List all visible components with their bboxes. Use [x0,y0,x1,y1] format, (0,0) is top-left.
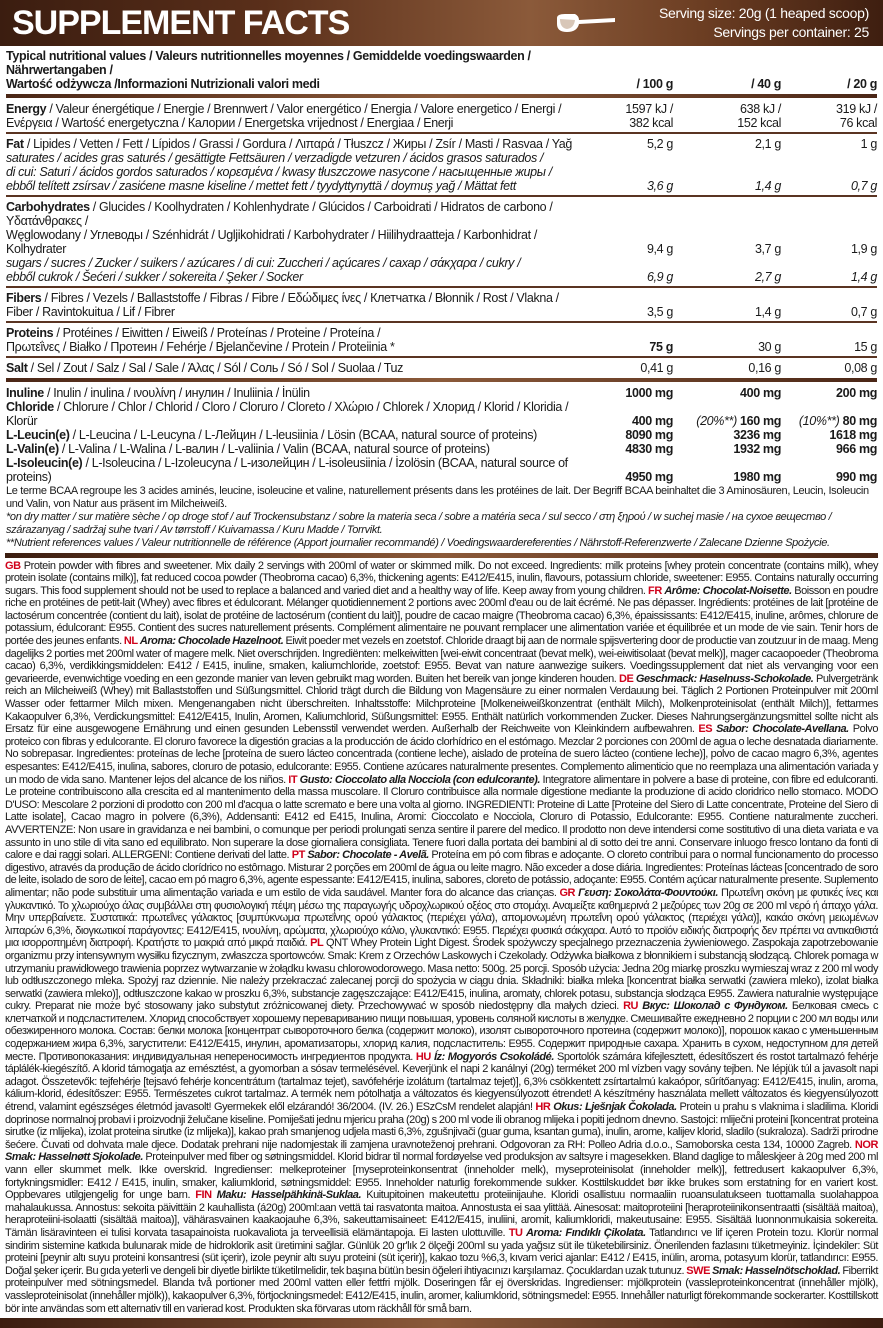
serving-info [659,4,869,42]
value: 1 g [860,137,877,151]
nutrient-translations: / Protéines / Eiwitten / Eiweiß / Proteínas / Proteine / Proteína / [53,326,381,340]
mineral-value [785,470,877,484]
value: 1980 mg [733,470,781,484]
sub-label [6,151,593,193]
value-100g [597,102,673,130]
mineral-translations: / Chlorure / Chlor / Chlorid / Cloro / Cloruro / Cloreto / Χλώριο / Chlorek / Хлорид / Klorid / Kloridia / Klorür [6,400,569,428]
nutrient-name: Salt [6,361,28,375]
mineral-value [785,414,877,428]
servings-per-container: Servings per container: 25 [713,24,869,40]
nutrient-name: Carbohydrates [6,200,90,214]
nutrient-translations-2: Πρωτεΐνες / Białko / Протеин / Fehérje / Bjelančevine / Protein / Proteiinia * [6,340,395,354]
dry-matter-note: *on dry matter / sur matière sèche / op droge stof / auf Trockensubstanz / sobre la materia seca / sobre a matéria seca / sul secco / στη ξηρού / w suchej masie / на сухое вещество / szárazanyag / sadržaj suhe tvari / Av tørrstoff / Kuivamassa / Kuru Madde / Torrvikt. [6,511,832,536]
flavor-name: Γευση: Σοκολάτα-Φουντούκι. [578,886,718,899]
mineral-label [6,442,593,456]
nutrient-name: Fat [6,137,24,151]
value-40g [677,242,781,256]
bcaa-note: Le terme BCAA regroupe les 3 acides aminés, leucine, isoleucine et valine, naturellement présents dans les protéines de lait. Der Begriff BCAA beinhaltet die 3 Aminosäuren, Leucin, Isoleucin und Valin, von Natur aus präsent im Milcheiweiß. [6,485,869,510]
section-text: Proteinpulver med fiber og søtningsmiddel. Klorid bidrar til normal fordøyelse ved produksjon av saltsyre i magesekken. Bland daglige to måleskjeer à 20g med 200 ml vann eller skummet melk. Ikke overskrid. Ingredienser: melkeproteiner [myseproteinkonsentrat (inneholder melk), myseproteinisolat (inneholder melk)], fettredusert kakaopulver 6,3%, fortykningsmidler: E412 / E415, inulin, smaker, kaliumklorid, søtningsmiddel: E955. Inneholder naturlig forekommende sukker. Kosttilskuddet bør ikke brukes som erstatning for en variert kost. Oppbevares utilgjengelig for unge barn. [5,1151,878,1202]
flavor-name: Вкус: Шоколад с Фундуком. [642,1000,788,1013]
value: 8090 mg [625,428,673,442]
mineral-value [677,414,781,428]
table-row [6,200,877,256]
sub-label-line: sugars / sucres / Zucker / suikers / azúcares / di cui: Zuccheri / açúcares / сахар / σάκχαρα / cukry / [6,256,521,270]
value-100g [597,137,673,151]
table-row [6,137,877,151]
section-text: Pulvergetränk reich an Milcheiweiß (Whey) mit Ballaststoffen und Süßungsmittel. Chlorid trägt durch die Bildung von Magensäure zu einer normalen Verdauung bei. Täglich 2 Portionen Proteinpulver mit 200ml Wasser oder fettarmer Milch mixen. Mengenangaben nicht überschreiten. Inhaltsstoffe: Milchproteine [Molkeneiweißkonzentrat (enthält Milch), Molkenproteinisolat (enthält Milch)], fettarmes Kakaopulver 6,3%, Verdickungsmittel: E412/E415, Inulin, Aromen, Kaliumchlorid, Süßungsmittel: E955. Enthält natürlich vorkommenden Zucker. Dieses Nahrungsergänzungsmittel sollte nicht als Ersatz für eine ausgewogene Ernährung und einen gesunden Lebensstil verwendet werden. Außerhalb der Reichweite von Kleinkindern aufbewahren. [5,672,878,736]
sub-row [6,256,877,284]
sub-label-line: di cui: Saturi / ácidos gordos saturados / κορεσμένα / kwasy tłuszczowe nasycone / насыщенные жиры / [6,165,552,179]
nutrient-translations: / Sel / Zout / Salz / Sal / Sale / Άλας / Sól / Соль / Só / Sol / Suolaa / Tuz [27,361,404,375]
value-20g [785,137,877,151]
value: 3,5 g [646,305,673,319]
sub-value: 2,7 g [754,270,781,284]
mineral-value [785,442,877,456]
value: 400 mg [632,414,673,428]
divider [6,132,877,134]
row-label [6,291,593,319]
nutrient-translations: / Valeur énergétique / Energie / Brennwert / Valor energético / Energia / Valore energetico / Energi / [46,102,562,116]
nutrient-translations-2: Węglowodany / Углеводы / Szénhidrát / Ugljikohidrati / Karbohydrater / Hiilihydraatteja / Karbonhidrat / Kolhydrater [6,228,538,256]
value: 400 mg [740,386,781,400]
section-text: Integratore alimentare in polvere a base di proteine, con fibre ed edulcoranti. Le proteine contribuiscono alla crescita ed al mantenimento della massa muscolare. Il Cloruro contribuisce alla normale digestione mediante la produzione di acido cloridrico nello stomaco. MODO D'USO: Mescolare 2 porzioni di prodotto con 200 ml d'acqua o latte scremato e bere una volta al giorno. INGREDIENTI: Proteine di Latte [Proteine del Siero di Latte concentrate, Proteine del Siero di Latte isolate], Cacao magro in polvere (6,3%), Addensanti: E412 ed E415, Inulina, Aromi: Cioccolato e Nocciola, Cloruro di Potassio, Edulcorante: E955. Contiene naturalmente zuccheri. AVVERTENZE: Non usare in gravidanza e nei bambini, o comunque per periodi prolungati senza sentire il parere del medico. Il prodotto non deve intendersi come sostitutivo di una dieta variata e va assunto in uno stile di vita sano ed equilibrato. Non superare la dose giornaliera consigliata. Tenere fuori dalla portata dei bambini al di sotto dei tre anni. Conservare inluogo fresco lontano da fonti di calore e dai raggi solari. ALLERGENI: Contiene derivati del latte. [5,773,878,862]
mineral-rows [6,386,877,484]
row-label-line [6,102,593,116]
value: 0,7 g [850,305,877,319]
language-code: SWE [686,1264,710,1277]
flavor-name: Arôme: Chocolat-Noisette. [664,584,792,597]
section-text: Белковая смесь с клетчаткой и подсластителем. Хлорид способствует хорошему перевариванию пищи повышая, уровень соляной кислоты в желудке. Смешивайте ежедневно 2 порции с 200 мл воды или обезжиренного молока. Состав: белки молока [концентрат сывороточного белка (содержит молоко), изолят сывороточного протеина (содержит молоко)], порошок какао с уменьшенным содержанием жира 6,3%, загустители: E412/E415, инулин, ароматизаторы, хлорид калия, подсластитель: E955. Содержит природные сахара. Хранить в сухом, недоступном для детей месте. Противопоказания: индивидуальная непереносимость ингредиентов продукта. [5,1000,879,1063]
value: 1932 mg [733,442,781,456]
value: 966 mg [836,442,877,456]
nutrient-translations: / Fibres / Vezels / Ballaststoffe / Fibras / Fibre / Εδώδιμες ίνες / Клетчатка / Błonnik / Rost / Vlakna / [41,291,559,305]
flavor-name: Gusto: Cioccolato alla Nocciola (con edulcorante). [299,773,540,786]
mineral-value [597,414,673,428]
value: 990 mg [836,470,877,484]
flavor-name: Sabor: Chocolate-Avellana. [716,723,849,736]
divider [6,321,877,323]
nutrient-translations-2: Fiber / Ravintokuitua / Lif / Fibrer [6,305,175,319]
nutrient-translations: / Lipides / Vetten / Fett / Lípidos / Grassi / Gordura / Λιπαρά / Tłuszcz / Жиры / Zsír / Masti / Rasvaa / Yağ [23,137,572,151]
col-100g: / 100 g [636,77,673,91]
table-row [6,291,877,319]
value-40g [677,102,781,130]
mineral-label [6,386,593,400]
value: 30 g [758,340,781,354]
value-20g [785,242,877,256]
mineral-value [597,428,673,442]
col-40g: / 40 g [751,77,781,91]
section-text: Polvo proteico con fibras y edulcorante. El cloruro favorece la digestión gracias a la producción de ácido clorhídrico en el estómago. Mezclar 2 porciones con 200ml de agua o leche desnatada diariamente. No sobrepasar. Ingredientes: proteínas de leche [proteína de suero lácteo concentrada (contiene leche), aislado de proteína de suero lácteo (contiene leche)], polvo de cacao magro 6,3%, agentes espesantes: E412/E415, inulina, sabores, cloruro de potasio, edulcorante: E955. Contiene azúcares naturalmente presentes. Complemento alimenticio que no reemplaza una alimentación variada y un modo de vida sano. Mantener lejos del alcance de los niños. [5,723,879,786]
language-code: PL [310,937,324,950]
divider [5,553,878,558]
mineral-value [597,386,673,400]
divider [6,378,877,382]
sub-value: 3,6 g [646,179,673,193]
col-20g: / 20 g [847,77,877,91]
value: 4950 mg [625,470,673,484]
column-title-2: Wartość odżywcza /Informazioni Nutrizionali valori medi [6,77,320,91]
value-40g [677,305,781,319]
divider [6,286,877,288]
page-title: SUPPLEMENT FACTS [12,4,350,42]
table-row [6,102,877,130]
value: 2,1 g [754,137,781,151]
value: 638 kJ / [740,102,781,116]
value-100g [597,340,673,354]
nutrient-name: Energy [6,102,47,116]
value-40g [677,340,781,354]
mineral-translations: / L-Valina / L-Walina / L-валин / L-valiinia / Valin (BCAA, natural source of proteins) [58,442,490,456]
nutrient-name: Fibers [6,291,42,305]
mineral-translations: / L-Isoleucina / L-Izoleucyna / L-изолейцин / L-isoleusiinia / İzolösin (BCAA, natural source of proteins) [6,456,568,484]
mineral-value [677,386,781,400]
serving-size: Serving size: 20g (1 heaped scoop) [658,5,869,21]
section-text: QNT Whey Protein Light Digest. Środek spożywczy specjalnego przeznaczenia żywieniowego. Zaspokaja zapotrzebowanie organizmu przy intensywnym wysiłku fizycznym, zwłaszcza sportowców. Smak: Krem z Orzechów Laskowych i Czekolady. Odżywka białkowa z błonnikiem i substancją słodzącą. Chlorek pomaga w utrzymaniu prawidłowego trawienia poprzez wytwarzanie w żołądku kwasu chlorowodorowego. Masa netto: 500g. 25 porcji. Sposób użycia: Jedna 20g miarkę proszku wymieszaj wraz z 200 ml wody lub odtłuszczonego mleka. Spożyj raz dziennie. Nie należy przekraczać zalecanej porcji do spożycia w ciągu dnia. Składniki: białka mleka [koncentrat białka serwatki (zawiera mleko), izolat białka serwatki (zawiera mleko)], odtłuszczone kakao w proszku 6,3%, substancje zagęszczające: E412/E415, inulina, aromaty, chlorek potasu, substancja słodząca E955. Zawiera naturalnie występujące cukry. Preparat nie może być stosowany jako substytut zróżnicowanej diety. Przechowywać w sposób niedostępny dla małych dzieci. [5,937,879,1013]
value: 5,2 g [646,137,673,151]
mineral-row [6,400,877,428]
divider [6,195,877,197]
section-text: Eiwit poeder met vezels en zoetstof. Chloride draagt bij aan de normale spijsvertering door de productie van zoutzuur in de maag. Meng dagelijks 2 porties met 200ml water of magere melk. Niet overschrijden. Ingrediënten: melkeiwitten [wei-eiwit concentraat (bevat melk), wei-eiwitisolaat (bevat melk)], mager cacaopoeder (Theobroma cacao) 6,3%, verdikkingsmiddelen: E412 / E415, inuline, smaken, kaliumchloride, zoetstof: E955. Bevat van nature aanwezige suikers. Voedingssupplement dat niet als vervanging voor een gevarieerde, evenwichtige voeding en een gezonde manier van leven gebruikt mag worden. Buiten het bereik van jonge kinderen houden. [5,635,879,685]
row-label-line [6,137,593,151]
row-label-line [6,326,593,340]
value: 319 kJ / [836,102,877,116]
value: 0,41 g [640,361,673,375]
language-code: FR [648,584,662,597]
value: 1597 kJ / [625,102,673,116]
value-kcal: 152 kcal [737,116,781,130]
footer-bar [0,1318,883,1328]
sub-label-line: ebből telített zsírsav / zasićene masne kiseline / mettet fett / tyydyttynyttä / doymuş yağ / Mättat fett [6,179,517,193]
language-code: GR [559,886,576,899]
mineral-translations: / L-Leucina / L-Leucyna / L-Лейцин / L-leusiinia / Lösin (BCAA, natural source of proteins) [69,428,537,442]
value-20g [785,340,877,354]
sub-value: 1,4 g [754,179,781,193]
value: 0,08 g [844,361,877,375]
value-kcal: 382 kcal [629,116,673,130]
column-title: Typical nutritional values / Valeurs nutritionnelles moyennes / Gemiddelde voedingswaarden / Nährwertangaben / [6,49,531,77]
value: 0,16 g [748,361,781,375]
language-code: ES [698,723,713,736]
language-code: PT [291,849,305,862]
language-code: DE [618,672,634,685]
mineral-value [677,428,781,442]
flavor-name: Okus: Lješnjak Čokolada. [553,1101,677,1114]
mineral-name: L-Leucin(e) [6,428,70,442]
value-40g [677,137,781,151]
row-label-line [6,200,593,228]
mineral-row [6,386,877,400]
section-text: Protein powder with fibres and sweetener. Mix daily 2 servings with 200ml of water or skimmed milk. Do not exceed. Ingredients: milk proteins [whey protein concentrate (contains milk), whey protein isolate (contains milk)], fat reduced cocoa powder (Theobroma cacao) 6,3%, thickening agents: E412/E415, inulin, flavours, potassium chloride, sweetener: E955. Contains naturally occurring sugars. This food supplement should not be used to replace a balanced and varied diet and a healthy way of life. Keep away from young children. [5,559,879,597]
flavor-name: Sabor: Chocolate - Avelã. [307,849,429,862]
language-code: FIN [195,1189,212,1202]
section-text: Boisson en poudre riche en protéines de petit-lait (Whey) avec fibres et édulcorant. Mélanger quotidiennement 2 portions avec 200ml d'eau ou de lait écrémé. Ne pas dépasser. Ingrédients: protéines de lait [protéine de lactosérum concentrée (contient du lait), isolat de protéine de lactosérum (contient du lait)], poudre de cacao maigre (Theobroma cacao) 6,3%, épaississants: E412/E415, inuline, arômes, chlorure de potassium, édulcorant: E955. Contient des sucres naturellement présents. Complément alimentaire ne pouvant remplacer une alimentation variée et équilibrée et un mode de vie sain. Tenir hors de portée des jeunes enfants. [5,584,879,648]
mineral-name: Inuline [6,386,44,400]
mineral-name: L-Isoleucin(e) [6,456,83,470]
section-text: Tatlandırıcı ve lif içeren Protein tozu. Klorür normal sindirim sistemine katkıda bulunarak mide de hidroklorik asit üretimini sağlar. Günlük 20 gr'lık 2 ölçeği 200ml su yada yağsız süt ile tüketebilirsiniz. Önerilenden fazlasını tüketmeyiniz. İçindekiler: Süt proteini [peynir altı suyu proteini konsantresi (süt içerir), izole peynir altı suyu proteini (süt içerir)], kakao tozu %6,3, kıvam verici ajanlar: E412 / E415, inülin, aroma, potasyum klorür, tatlandırıcı: E955. Doğal şeker içerir. Bu gıda yeterli ve dengeli bir diyetle birlikte tüketilmelidir, tek başına bütün besin öğeleri ihtiyacınızı karşılamaz. Çocuklardan uzak tutunuz. [5,1226,878,1277]
mineral-row [6,442,877,456]
nrv-note: **Nutrient references values / Valeur nutritionnelle de référence (Apport journalier recommandé) / Voedingswaardereferenties / Nährstoff-Referenzwerte / Zalecane Dzienne Spożycie. [6,537,830,549]
nrv-percent: (10%**) [798,414,840,428]
value: 3,7 g [754,242,781,256]
divider [6,356,877,358]
value: 1,9 g [850,242,877,256]
nutrient-name: Proteins [6,326,54,340]
mineral-value [677,442,781,456]
value-100g [597,305,673,319]
section-text: Protein u prahu s vlaknima i sladilima. Kloridi doprinose normalnoj probavi i proizvodnji želučane kiseline. Pomiješati jednu mjericu praha (20g) s 200 ml vode ili obranog mlijeka i popiti jednom dnevno. Sastojci: mliječni proteini [koncentrat proteina sirutke (iz mlijeka), izolat proteina sirutke (iz mlijeka)], kakao prah smanjenog udjela masti 6,3%, zgušnjivači (guar guma, ksantan guma), inulin, arome, kalijev klorid, sladilo (sukraloza). Sadrži prirodne šećere. Čuvati od dohvata male djece. Dodatak prehrani nije nadomjestak ili zamjena uravnoteženoj prehrani. Odgovoran za RH: Polleo Adria d.o.o., Samoborska cesta 134, 10000 Zagreb. [5,1101,879,1151]
nutrition-table [0,46,883,550]
row-label [6,200,593,256]
sub-value: 0,7 g [850,179,877,193]
value: 15 g [854,340,877,354]
row-label-line [6,291,593,305]
section-text: Fiberrikt proteinpulver med sötningsmedel. Blanda två portioner med 200ml vatten eller fettfri mjölk. Doseringen får ej överskridas. Ingredienser: mjölkprotein (vassleproteinkoncentrat (innehåller mjölk), vassleproteinisolat (innehåller mjölk)), kakaopulver 6,3%, förtjockningsmedel: E412/E415, inulin, aromer, kaliumklorid, sötningsmedel: E955. Innehåller naturligt förekommande sockerarter. Kosttillskott bör inte användas som ett alternativ till en varierad kost. Produkten ska förvaras utom räckhåll för små barn. [5,1264,879,1315]
mineral-label [6,456,593,484]
value: 160 mg [740,414,781,428]
flavor-name: Íz: Mogyorós Csokoládé. [433,1050,554,1063]
mineral-value [597,470,673,484]
nutrient-translations: / Glucides / Koolhydraten / Kohlenhydrate / Glúcidos / Carboidrati / Hidratos de carbono / Υδατάνθρακες / [6,200,553,228]
value: 75 g [649,340,673,354]
nutrient-rows [6,102,877,375]
row-label [6,361,593,375]
value: 9,4 g [646,242,673,256]
flavor-name: Aroma: Chocolade Hazelnoot. [139,635,284,648]
table-row [6,326,877,354]
value-kcal: 76 kcal [839,116,877,130]
language-code: NL [123,635,138,648]
language-code: RU [623,1000,639,1013]
sub-label [6,256,593,284]
value: 4830 mg [625,442,673,456]
sub-label-line: saturates / acides gras saturés / gesättigte Fettsäuren / verzadigde vetzuren / ácidos grasos saturados / [6,151,544,165]
mineral-value [785,428,877,442]
flavor-name: Smak: Hasselnötschoklad. [712,1264,841,1277]
mineral-name: L-Valin(e) [6,442,59,456]
value-20g [785,305,877,319]
mineral-value [677,470,781,484]
value: 3236 mg [733,428,781,442]
value-40g [677,361,781,375]
flavor-name: Aroma: Fındıklı Çikolata. [526,1226,646,1239]
nrv-percent: (20%**) [696,414,737,428]
value: 80 mg [842,414,877,428]
mineral-row [6,456,877,484]
sub-row [6,151,877,193]
language-code: HR [535,1101,551,1114]
mineral-value [597,442,673,456]
header-banner [0,0,883,46]
section-text: Proteína em pó com fibras e adoçante. O cloreto contribui para o normal funcionamento do processo digestivo, através da produção de ácido clorídrico no estômago. Misturar 2 porções em 200ml de água ou leite magro. Não exceder a dose diária. Ingredientes: Proteínas lácteas [concentrado de soro de leite, isolado de soro de leite], cacao em pó magro 6,3%, agente espessante: E412/E415, inulina, sabores, cloreto de potássio, adoçante: E955. Contém açúcar naturalmente presente. Suplemento alimentar; não pode substituir uma alimentação variada e um estilo de vida saudável. Manter fora do alcance das crianças. [5,849,879,899]
mineral-translations: / Inulin / inulina / ινουλίνη / инулин / Inuliinia / İnülin [43,386,310,400]
flavor-name: Geschmack: Haselnuss-Schokolade. [635,672,814,685]
language-code: NOR [854,1138,878,1151]
language-code: HU [415,1050,431,1063]
mineral-row [6,428,877,442]
language-code: IT [288,773,298,786]
language-code: TU [508,1226,523,1239]
row-label [6,326,593,354]
mineral-label [6,428,593,442]
row-label-line [6,361,593,375]
language-section [5,774,878,862]
column-header [6,49,877,91]
mineral-value [785,386,877,400]
divider [6,94,877,98]
value: 1618 mg [829,428,877,442]
value-100g [597,361,673,375]
value-20g [785,361,877,375]
value: 1000 mg [625,386,673,400]
value: 1,4 g [754,305,781,319]
sub-label-line: ebből cukrok / Šećeri / sukker / sokereita / Şeker / Socker [6,270,303,284]
table-row [6,361,877,375]
row-label [6,102,593,130]
section-text: Kuitupitoinen makeutettu proteiinijauhe. Kloridi osallistuu normaaliin ruoansulatukseen tuottamalla suolahappoa mahalaukussa. Annostus: sekoita päivittäin 2 kauhallista (á20g) 200ml:aan vettä tai rasvatonta maitoa. Annostusta ei saa ylittää. Ainesosat: maitoproteiini [heraproteiinikonsentraatti (sisältää maitoa), heraproteiini-isolaatti (sisältää maitoa)], vähärasvainen kaakaojauhe 6,3%, sakeuttamisaineet: E412/E415, inuliini, aromit, kaliumkloridi, makeutusaine: E955. Sisältää luonnonmukaisia sokereita. Tämän lisäravinteen ei tulisi korvata tasapainoista ruokavaliota ja terveellisiä elämäntapoja. Ei lasten ulottuville. [5,1189,878,1239]
multilingual-description [0,560,883,1316]
mineral-name: Chloride [6,400,54,414]
sub-value: 6,9 g [646,270,673,284]
nutrient-translations-2: Ενέργεια / Wartość energetyczna / Калории / Energetska vrijednost / Energiaa / Enerji [6,116,454,130]
flavor-name: Smak: Hasselnøtt Sjokolade. [5,1151,143,1164]
value-20g [785,102,877,130]
scoop-icon [555,12,617,36]
section-text: Sportolók számára kifejlesztett, édesítőszert és rostot tartalmazó fehérje táplálék-kiegészítő. A klorid támogatja az emésztést, a gyomorban a sósav termelésével. Keverjünk el napi 2 kanálnyi (20g) terméket 200 ml vízben vagy sovány tejben. Ne lépjük túl a javasolt napi adagot. Összetevők: tejfehérje [tejsavó fehérje koncentrátum (tartalmaz tejet), savófehérje izolátum (tartalmaz tejet)], 6,3% csökkentett zsírtartalmú kakaópor, sűrítőanyag: E412/E415, inulin, aroma, kálium-klorid, édesítőszer: E955. Természetes cukrot tartalmaz. A termék nem pótolhatja a változatos és kiegyensúlyozott étrendet! A készítmény használata mellett változatos és kiegyensúlyozott étrend, valamint egészséges életmód javasolt! Gyermekek elől elzárandó! 36/2004. (IV. 26.) ESzCsM rendelet alapján! [5,1050,879,1114]
value-100g [597,242,673,256]
row-label [6,137,593,151]
flavor-name: Maku: Hasselpähkinä-Suklaa. [216,1189,362,1202]
sub-value: 1,4 g [850,270,877,284]
mineral-label [6,400,593,428]
section-text: Πρωτεΐνη σκόνη με φυτικές ίνες και γλυκαντικό. Το χλωριούχο άλας συμβάλλει στη φυσιολογική πέψη μέσω της παραγωγής υδροχλωρικού οξέος στο στομάχι. Αναμείξτε καθημερινά 2 μεζούρες των 20g σε 200 ml νερό ή άπαχο γάλα. Μην υπερβαίνετε. Συστατικά: πρωτεΐνες γάλακτος [συμπύκνωμα πρωτεΐνης ορού γάλακτος (περιέχει γάλα), απομονωμένη πρωτεΐνη ορού γάλακτος (περιέχει γάλα)], κακάο σκόνη μειωμένων λιπαρών 6,3%, διογκωτικοί παράγοντες: E412/E415, ινουλίνη, αρώματα, χλωριούχο κάλιο, γλυκαντικό: E955. Περιέχει φυσικά σάκχαρα. Αυτό το προϊόν ειδικής διατροφής δεν πρέπει να αντικαθιστά μια ισορροπημένη διατροφή. Κρατήστε το μακριά από μικρά παιδιά. [5,886,878,950]
language-code: GB [5,559,21,572]
value: 200 mg [836,386,877,400]
